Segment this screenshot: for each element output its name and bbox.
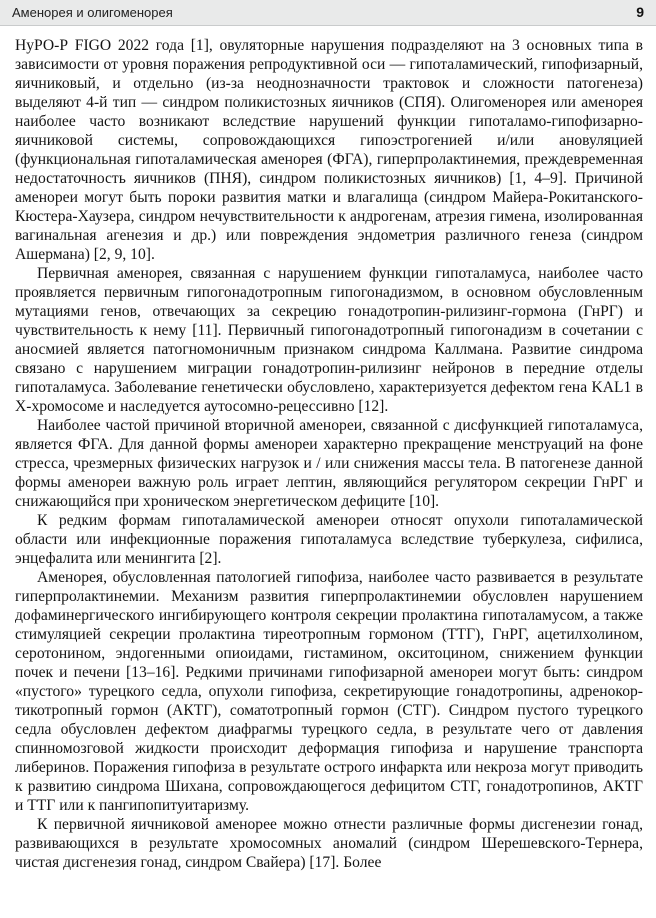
paragraph-pituitary-amenorrhea: Аменорея, обусловленная патологией гипофиза, наиболее часто развивается в результате гиперпролактинемии. Механизм развития гиперпролактинемии обусловлен нарушением дофаминергического ингибирующего контроля секреции пролактина гипоталамусом, а также стимуляцией секреции пролактина тиреотропным гормоном (ТТГ), ГнРГ, ацетилхолином, серотонином, эндогенными опиоидами, гистамином, окситоцином, снижением функции почек и печени [13–16]. Редкими причинами гипофизарной аменореи могут быть: синдром «пустого» турецкого седла, опухоли гипофиза, секретирующие гонадотропины, адренокортикотропный гормон (АКТГ), соматотропный гормон (СТГ). Синдром пустого турецкого седла обусловлен дефектом диафрагмы турецкого седла, в результате чего от давления спинномозговой жидкости происходит деформация гипофиза и нарушение транспорта либеринов. Поражения гипофиза в результате острого инфаркта или некроза могут приводить к развитию синдрома Шихана, сопровождающегося дефицитом СТГ, гонадотропинов, АКТГ и ТТГ или к пангипопитуитаризму. bbox=[15, 569, 643, 814]
header-chapter-title: Аменорея и олигоменорея bbox=[12, 5, 173, 20]
paragraph-rare-hypothalamic: К редким формам гипоталамической аменореи относят опухоли гипоталамической области или инфекционные поражения гипоталамуса вследствие туберкулеза, сифилиса, энцефалита или менингита [2]. bbox=[15, 512, 643, 567]
running-header bbox=[0, 0, 656, 26]
paragraph-ovulatory-disorders: НуРО-Р FIGO 2022 года [1], овуляторные нарушения подразделяют на 3 основных типа в зависимости от уровня поражения репродуктивной оси — гипоталамический, гипофизарный, яичниковый, и отдельно (из-за неоднозначности трактовок и сложности патогенеза) выделяют 4-й тип — синдром поликистозных яичников (СПЯ). Олигоменорея или аменорея наиболее часто возникают вследствие нарушений функции гипоталамо-гипофизарно-яичниковой системы, сопровождающихся гипоэстрогенией и/или ановуляцией (функциональная гипоталамическая аменорея (ФГА), гиперпролактинемия, преждевременная недостаточность яичников (ПНЯ), синдром поликистозных яичников) [1, 4–9]. Причиной аменореи могут быть пороки развития матки и влагалища (синдром Майера-Рокитанского-Кюстера-Хаузера, синдром нечувствительности к андрогенам, атрезия гимена, изолированная вагинальная агенезия и др.) или повреждения эндометрия различного генеза (синдром Ашермана) [2, 9, 10]. bbox=[15, 37, 643, 263]
body-text bbox=[15, 36, 643, 872]
paragraph-primary-amenorrhea: Первичная аменорея, связанная с нарушением функции гипоталамуса, наиболее часто проявляется первичным гипогонадотропным гипогонадизмом, в основном обусловленным мутациями генов, отвечающих за секрецию гонадотропин-рилизинг-гормона (ГнРГ) и чувствительность к нему [11]. Первичный гипогонадотропный гипогонадизм в сочетании с аносмией является патогномоничным признаком синдрома Каллмана. Развитие синдрома связано с нарушением миграции гонадотропин-рилизинг нейронов в передние отделы гипоталамуса. Заболевание генетически обусловлено, характеризуется дефектом гена KAL1 в Х-хромосоме и наследуется аутосомно-рецессивно [12]. bbox=[15, 265, 643, 415]
paragraph-secondary-amenorrhea: Наиболее частой причиной вторичной аменореи, связанной с дисфункцией гипоталамуса, является ФГА. Для данной формы аменореи характерно прекращение менструаций на фоне стресса, чрезмерных физических нагрузок и / или снижения массы тела. В патогенезе данной формы аменореи важную роль играет лептин, являющийся регулятором секреции ГнРГ и снижающийся при хроническом энергетическом дефиците [10]. bbox=[15, 417, 643, 510]
paragraph-ovarian-amenorrhea: К первичной яичниковой аменорее можно отнести различные формы дисгенезии гонад, развивающихся в результате хромосомных аномалий (синдром Шерешевского-Тернера, чистая дисгенезия гонад, синдром Свайера) [17]. Более bbox=[15, 816, 643, 871]
page-number: 9 bbox=[636, 4, 644, 20]
